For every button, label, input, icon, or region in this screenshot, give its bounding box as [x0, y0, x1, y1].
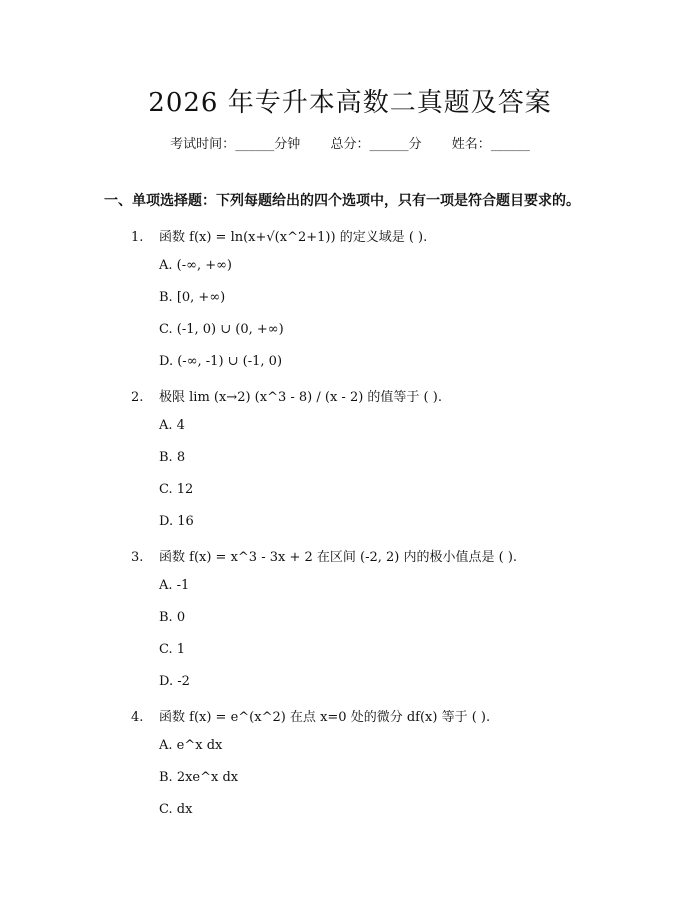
- time-blank: ______: [235, 137, 275, 152]
- page-title: 2026 年专升本高数二真题及答案: [148, 88, 552, 118]
- time-label: 考试时间：: [170, 137, 236, 152]
- score-blank: ______: [369, 137, 409, 152]
- question-text: 函数 f(x) = e^(x^2) 在点 x=0 处的微分 df(x) 等于 ( ).: [159, 710, 491, 725]
- question-text: 函数 f(x) = x^3 - 3x + 2 在区间 (-2, 2) 内的极小值点是 ( ).: [159, 550, 518, 565]
- option-d: D. 16: [159, 514, 194, 529]
- option-c: C. 1: [159, 642, 186, 657]
- option-b: B. 2xe^x dx: [159, 770, 239, 785]
- option-a: A. -1: [159, 578, 190, 593]
- question-3: [131, 546, 517, 565]
- question-4: [131, 706, 490, 725]
- question-number: 2.: [131, 390, 144, 405]
- option-b: B. [0, +∞): [159, 290, 226, 305]
- question-text: 极限 lim (x→2) (x^3 - 8) / (x - 2) 的值等于 ( ).: [159, 390, 442, 405]
- option-a: A. e^x dx: [159, 738, 223, 753]
- question-number: 3.: [131, 550, 144, 565]
- option-d: D. -2: [159, 674, 190, 689]
- option-c: C. 12: [159, 482, 194, 497]
- option-a: A. 4: [159, 418, 185, 433]
- section-heading: 一、单项选择题：下列每题给出的四个选项中，只有一项是符合题目要求的。: [104, 193, 580, 209]
- question-1: [131, 226, 427, 245]
- question-number: 1.: [131, 230, 144, 245]
- option-d: D. (-∞, -1) ∪ (-1, 0): [159, 354, 283, 369]
- name-blank: ______: [490, 137, 530, 152]
- question-text: 函数 f(x) = ln(x+√(x^2+1)) 的定义域是 ( ).: [159, 230, 428, 245]
- option-a: A. (-∞, +∞): [159, 258, 233, 273]
- option-c: C. dx: [159, 802, 193, 817]
- option-b: B. 8: [159, 450, 186, 465]
- option-b: B. 0: [159, 610, 186, 625]
- score-unit: 分: [408, 137, 422, 152]
- name-label: 姓名：: [451, 137, 491, 152]
- time-unit: 分钟: [274, 137, 301, 152]
- question-number: 4.: [131, 710, 144, 725]
- exam-meta-line: [0, 133, 700, 152]
- option-c: C. (-1, 0) ∪ (0, +∞): [159, 322, 284, 337]
- score-label: 总分：: [330, 137, 370, 152]
- question-2: [131, 386, 442, 405]
